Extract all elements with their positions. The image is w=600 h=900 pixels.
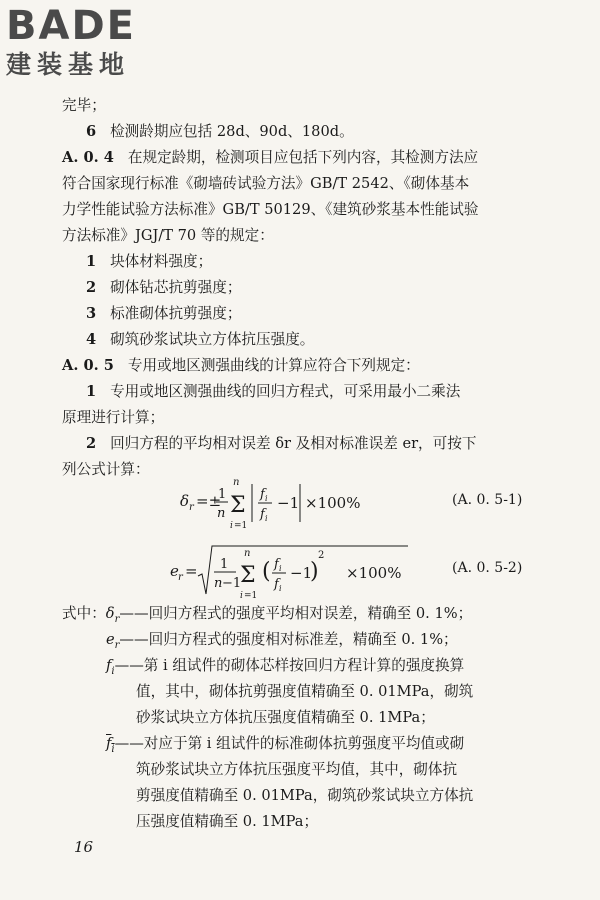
svg-text:−1: −1 xyxy=(290,564,313,582)
definition-continuation: 筑砂浆试块立方体抗压强度平均值，其中，砌体抗 xyxy=(136,761,458,778)
item-text: 专用或地区测强曲线的回归方程式，可采用最小二乘法 xyxy=(110,383,461,400)
item-text: 标准砌体抗剪强度； xyxy=(110,305,242,322)
svg-text:×100%: ×100% xyxy=(346,564,402,582)
text-line: 原理进行计算； xyxy=(62,409,165,426)
definition-row xyxy=(106,734,464,760)
item-number: 1 xyxy=(86,253,97,270)
svg-text:i: i xyxy=(279,584,282,593)
bade-logo xyxy=(6,4,176,94)
svg-text:i: i xyxy=(265,494,268,503)
svg-text:Σ: Σ xyxy=(240,563,256,588)
definition-continuation: 剪强度值精确至 0. 01MPa，砌筑砂浆试块立方体抗 xyxy=(136,787,474,804)
svg-text:1: 1 xyxy=(218,487,227,502)
svg-text:δ: δ xyxy=(180,492,190,510)
list-item xyxy=(86,434,476,454)
svg-text:i: i xyxy=(230,521,233,531)
formula-tag: (A. 0. 5-2) xyxy=(452,560,523,576)
svg-text:n: n xyxy=(214,576,223,591)
item-number: 3 xyxy=(86,305,97,322)
svg-text:2: 2 xyxy=(318,550,325,561)
svg-text:=1: =1 xyxy=(244,591,258,601)
logo-subtitle: 建装基地 xyxy=(6,50,131,79)
list-item xyxy=(86,330,314,350)
item-number: 4 xyxy=(86,331,97,348)
svg-text:f: f xyxy=(260,487,265,502)
section-text: 专用或地区测强曲线的计算应符合下列规定： xyxy=(127,357,420,374)
svg-text:−1: −1 xyxy=(222,576,242,591)
text-line: 符合国家现行标准《砌墙砖试验方法》GB/T 2542、《砌体基本 xyxy=(62,175,470,192)
list-item xyxy=(86,304,241,324)
item-number: 6 xyxy=(86,123,97,140)
text-line: 完毕； xyxy=(62,97,106,114)
symbol-f-i: $f_i$ xyxy=(106,657,115,677)
item-text: 检测龄期应包括 28d、90d、180d。 xyxy=(110,123,354,140)
section-number: A. 0. 4 xyxy=(62,149,114,166)
svg-text:): ) xyxy=(310,559,319,584)
svg-text:n: n xyxy=(244,548,251,559)
definition-row xyxy=(62,604,472,630)
page-number: 16 xyxy=(74,838,94,856)
section-text: 在规定龄期，检测项目应包括下列内容，其检测方法应 xyxy=(127,149,479,166)
svg-text:1: 1 xyxy=(220,557,229,572)
svg-text:n: n xyxy=(217,506,226,521)
definition-text: ——对应于第 i 组试件的标准砌体抗剪强度平均值或砌 xyxy=(114,735,465,752)
svg-text:r: r xyxy=(178,572,183,583)
item-number: 2 xyxy=(86,279,97,296)
list-item xyxy=(86,382,460,402)
formula-tag: (A. 0. 5-1) xyxy=(452,492,523,508)
text-line: 方法标准》JGJ/T 70 等的规定： xyxy=(62,227,274,244)
symbol-delta-r: $\delta_r$ xyxy=(105,605,120,625)
list-item xyxy=(86,122,354,142)
section-number: A. 0. 5 xyxy=(62,357,114,374)
definition-row xyxy=(106,656,464,682)
item-text: 回归方程的平均相对误差 δr 及相对标准误差 er，可按下 xyxy=(110,435,477,452)
definition-continuation: 砂浆试块立方体抗压强度值精确至 0. 1MPa； xyxy=(136,709,435,726)
definitions-intro: 式中： xyxy=(62,605,106,622)
section-line xyxy=(62,148,478,168)
svg-text:−1: −1 xyxy=(277,494,300,512)
formula-a0-5-1 xyxy=(180,472,420,534)
list-item xyxy=(86,278,241,298)
item-number: 2 xyxy=(86,435,97,452)
text-line: 列公式计算： xyxy=(62,461,150,478)
svg-text:×100%: ×100% xyxy=(305,494,361,512)
text-line: 力学性能试验方法标准》GB/T 50129、《建筑砂浆基本性能试验 xyxy=(62,201,479,218)
definition-text: ——第 i 组试件的砌体芯样按回归方程计算的强度换算 xyxy=(114,657,465,674)
item-number: 1 xyxy=(86,383,97,400)
definition-text: ——回归方程式的强度平均相对误差，精确至 0. 1%； xyxy=(119,605,473,622)
item-text: 砌体钻芯抗剪强度； xyxy=(110,279,242,296)
symbol-e-r: $e_r$ xyxy=(106,631,120,651)
definition-text: ——回归方程式的强度相对标准差，精确至 0. 1%； xyxy=(119,631,458,648)
item-text: 砌筑砂浆试块立方体抗压强度。 xyxy=(110,331,315,348)
svg-text:r: r xyxy=(189,502,194,513)
svg-text:n: n xyxy=(233,477,240,488)
svg-text:f: f xyxy=(274,577,279,592)
logo-wordmark: BADE xyxy=(6,3,136,49)
svg-text:Σ: Σ xyxy=(230,493,246,518)
definition-row xyxy=(106,630,458,656)
svg-text:i: i xyxy=(279,564,282,573)
formula-a0-5-2 xyxy=(170,540,420,604)
svg-text:f: f xyxy=(260,507,265,522)
svg-text:f: f xyxy=(274,557,279,572)
definition-continuation: 压强度值精确至 0. 1MPa； xyxy=(136,813,319,830)
item-text: 块体材料强度； xyxy=(110,253,213,270)
definition-continuation: 值，其中，砌体抗剪强度值精确至 0. 01MPa，砌筑 xyxy=(136,683,474,700)
symbol-f-bar-i: $f_i$ xyxy=(106,735,115,755)
svg-text:=: = xyxy=(185,562,198,580)
svg-text:i: i xyxy=(265,514,268,523)
list-item xyxy=(86,252,212,272)
section-line xyxy=(62,356,420,376)
svg-text:e: e xyxy=(170,562,179,580)
svg-text:(: ( xyxy=(262,559,271,584)
svg-text:=±: =± xyxy=(196,492,222,510)
svg-text:=1: =1 xyxy=(234,521,248,531)
svg-text:i: i xyxy=(240,591,243,601)
